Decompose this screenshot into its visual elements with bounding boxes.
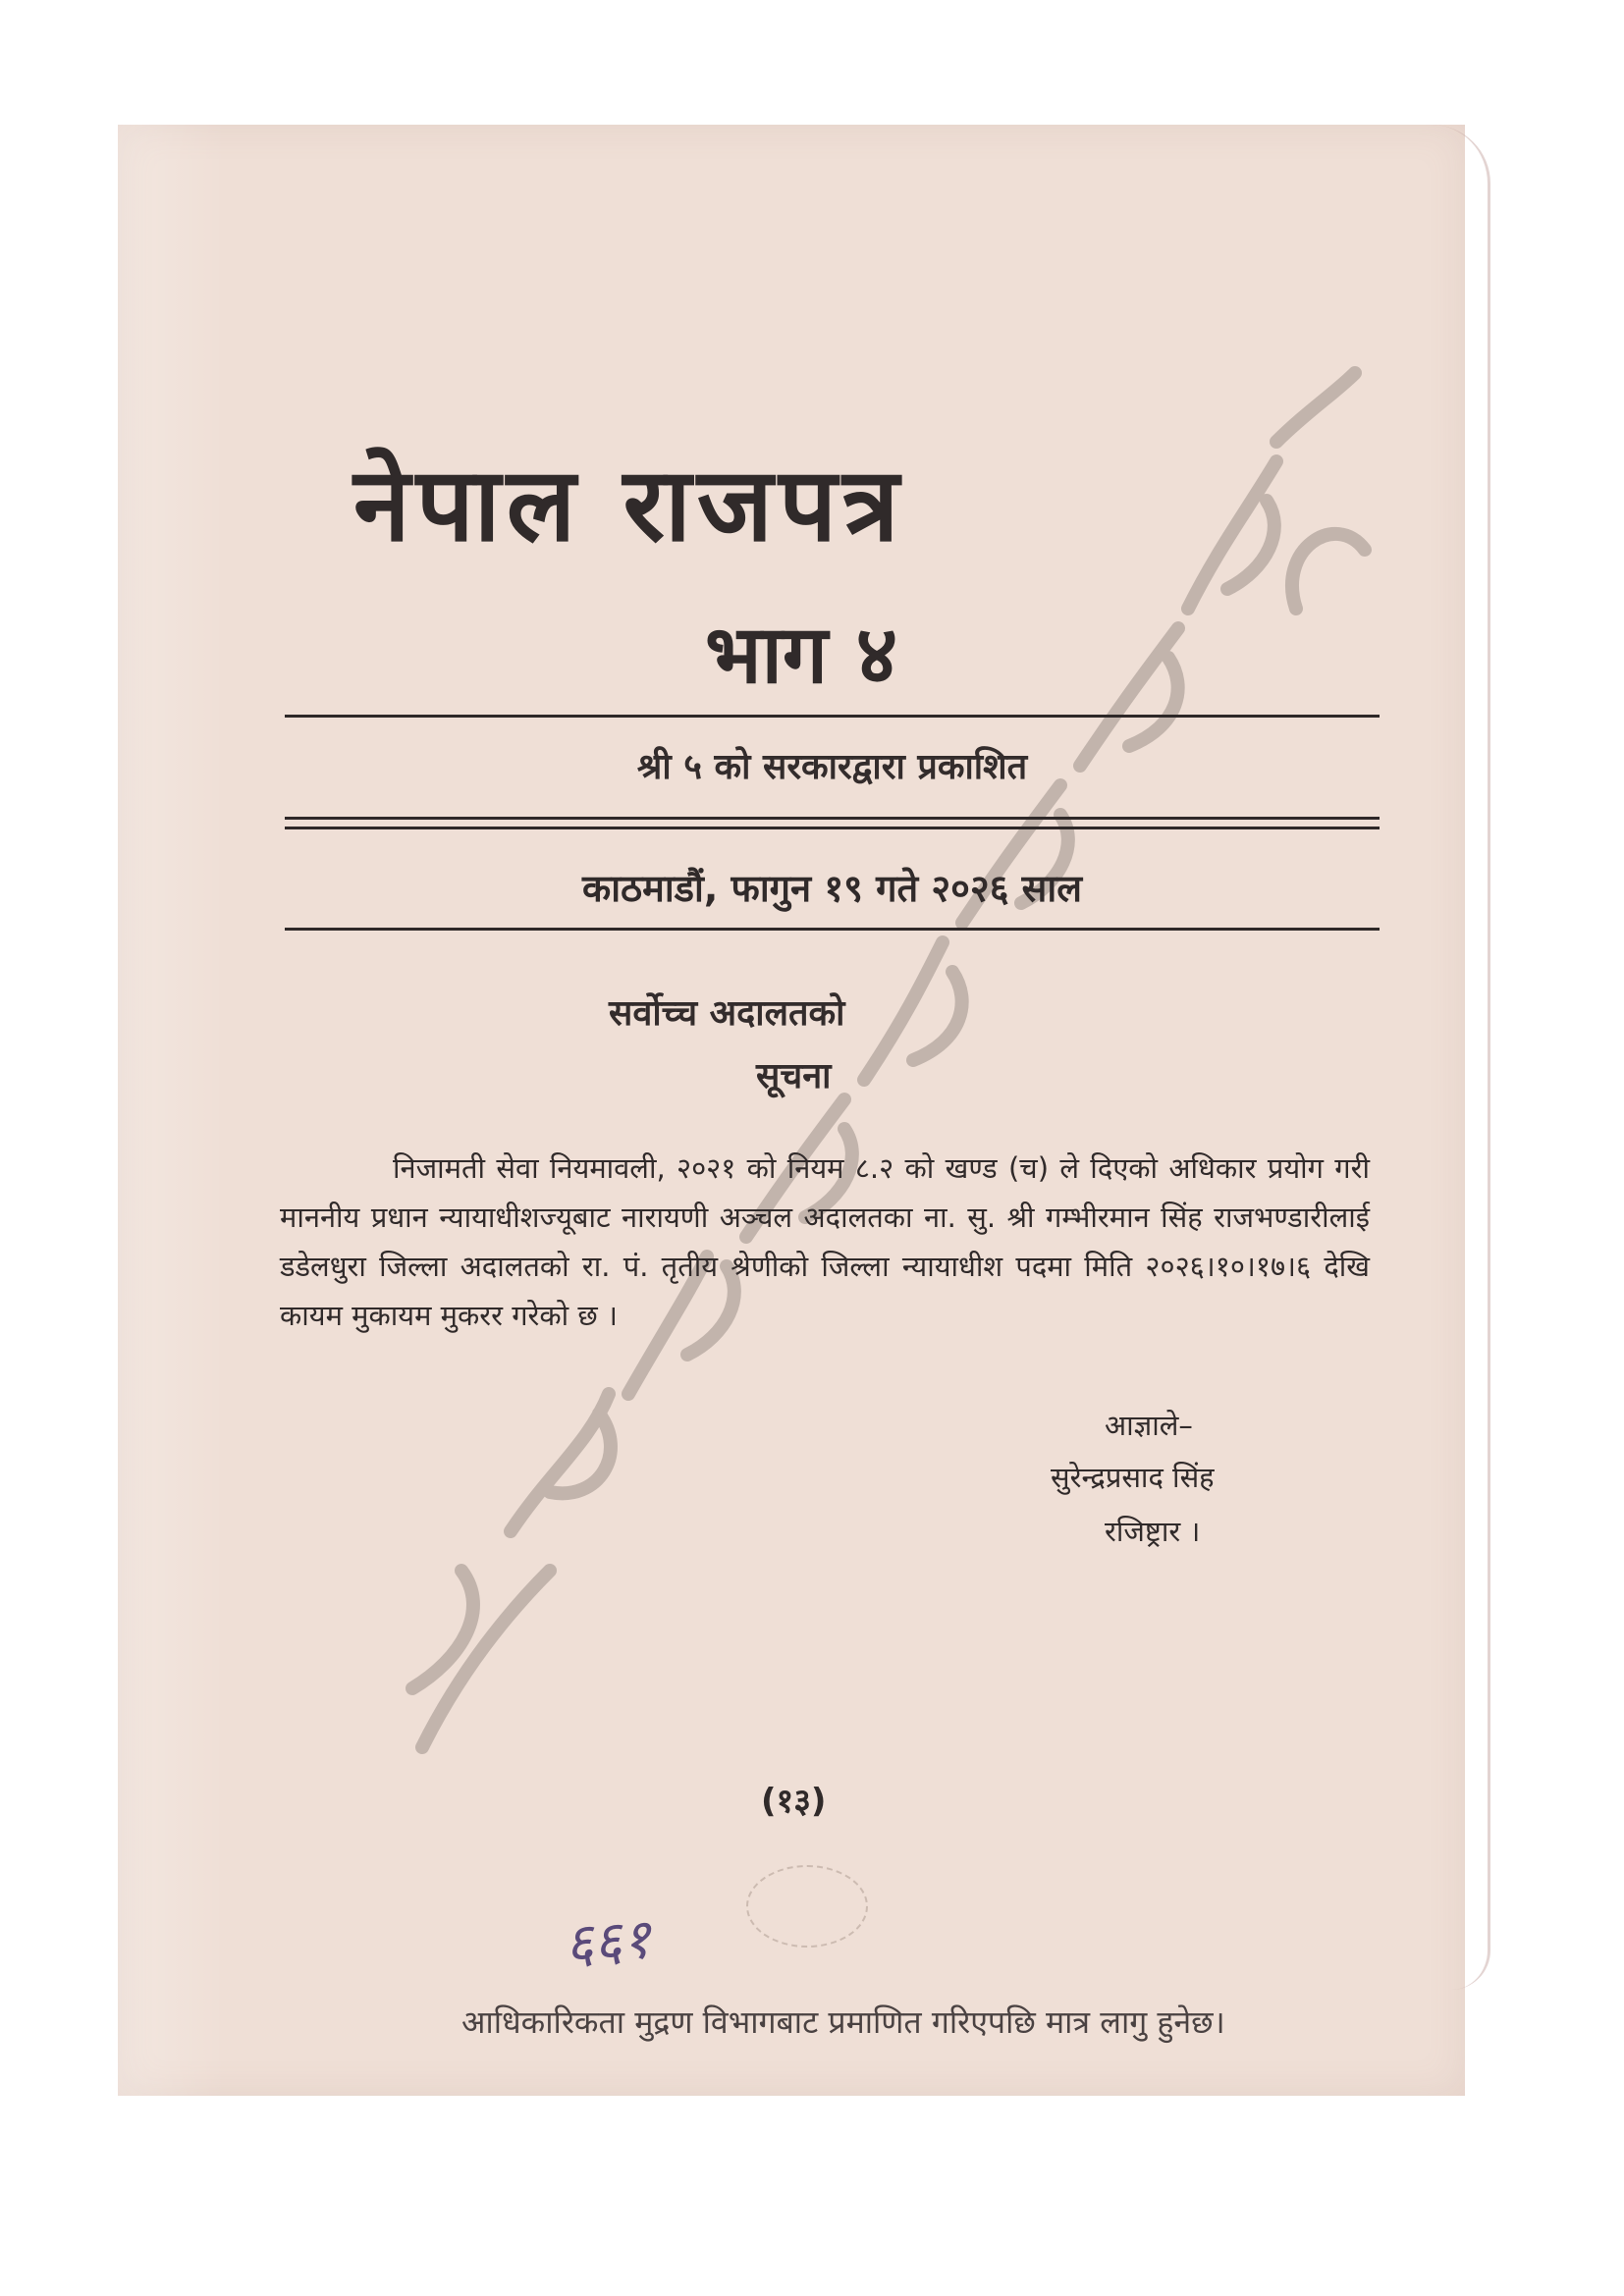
- divider-rule: [285, 817, 1380, 820]
- by-order-label: आज्ञाले–: [1105, 1409, 1193, 1442]
- divider-rule: [285, 827, 1380, 829]
- signatory-name: सुरेन्द्रप्रसाद सिंह: [1051, 1461, 1215, 1494]
- page-number: (१३): [761, 1782, 827, 1821]
- divider-rule: [285, 715, 1380, 718]
- faint-stamp: [746, 1865, 868, 1948]
- gazette-part: भाग ४: [705, 608, 898, 702]
- dateline: काठमाडौं, फागुन १९ गते २०२६ साल: [582, 867, 1082, 910]
- divider-rule: [285, 928, 1380, 931]
- signatory-designation: रजिष्ट्रार ।: [1105, 1515, 1201, 1548]
- notice-heading: सूचना: [756, 1056, 832, 1096]
- page-margin-wear: [118, 125, 226, 2096]
- court-heading: सर्वोच्च अदालतको: [609, 993, 845, 1034]
- notice-body: निजामती सेवा नियमावली, २०२१ को नियम ८.२ को खण्ड (च) ले दिएको अधिकार प्रयोग गरी माननीय प्रधान न्यायाधीशज्यूबाट नारायणी अञ्चल अदालतका ना. सु. श्री गम्भीरमान सिंह राजभण्डारीलाई डडेलधुरा जिल्ला अदालतको रा. पं. तृतीय श्रेणीको जिल्ला न्यायाधीश पदमा मिति २०२६।१०।१७।६ देखि कायम मुकायम मुकरर गरेको छ ।: [280, 1151, 1370, 1332]
- publisher-line: श्री ५ को सरकारद्वारा प्रकाशित: [636, 747, 1028, 787]
- handwritten-number: ६६१: [563, 1907, 653, 1977]
- authenticity-footer: आधिकारिकता मुद्रण विभागबाट प्रमाणित गरिएपछि मात्र लागु हुनेछ।: [461, 2003, 1225, 2041]
- gazette-title: नेपाल राजपत्र: [353, 444, 905, 564]
